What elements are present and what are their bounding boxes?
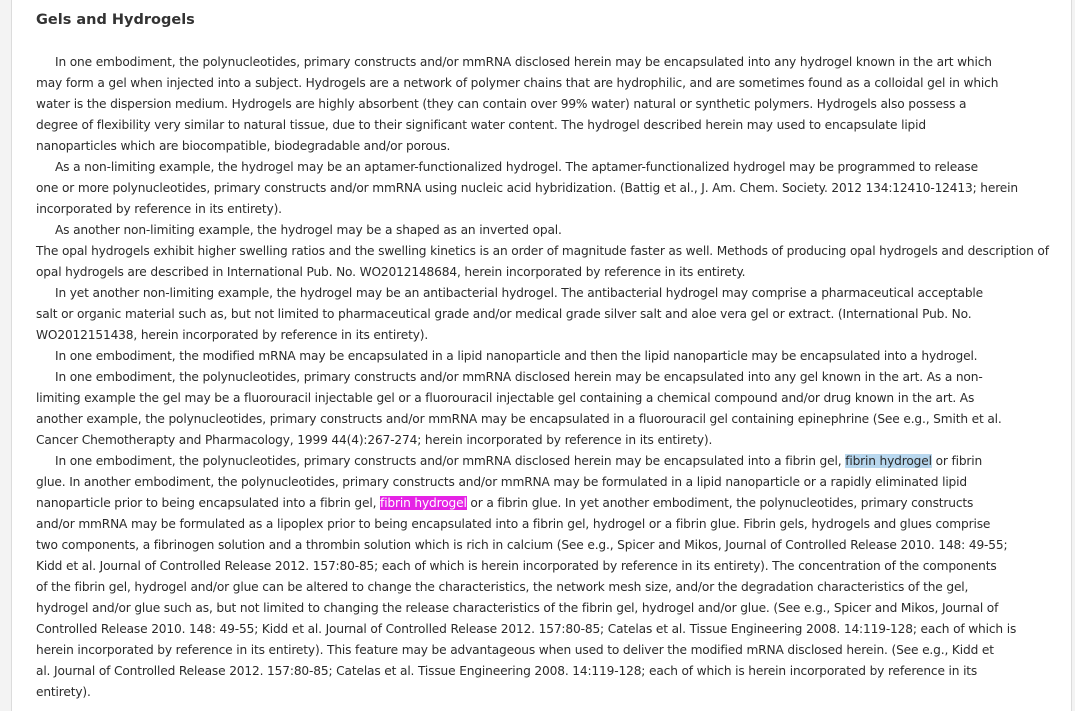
text-line: As another non-limiting example, the hydrogel may be a shaped as an inverted opal. xyxy=(55,223,562,237)
text-line: entirety). xyxy=(36,685,91,699)
text-line: limiting example the gel may be a fluorouracil injectable gel or a fluorouracil injectable gel containing a chemical compound and/or drug known in the art. As xyxy=(36,391,975,405)
text-line: The opal hydrogels exhibit higher swelling ratios and the swelling kinetics is an order of magnitude faster as well. Methods of producing opal hydrogels and description of xyxy=(36,244,1049,258)
text-line xyxy=(36,451,1048,472)
text-line: In yet another non-limiting example, the hydrogel may be an antibacterial hydrogel. The antibacterial hydrogel may comprise a pharmaceutical acceptable xyxy=(55,286,984,300)
text-line: glue. In another embodiment, the polynucleotides, primary constructs and/or mmRNA may be formulated in a lipid nanoparticle or a rapidly eliminated lipid xyxy=(36,475,967,489)
text-line xyxy=(36,493,1048,514)
text-line: nanoparticles which are biocompatible, biodegradable and/or porous. xyxy=(36,139,451,153)
text-line: incorporated by reference in its entirety). xyxy=(36,202,282,216)
text-line: In one embodiment, the polynucleotides, primary constructs and/or mmRNA disclosed herein may be encapsulated into any gel known in the art. As a non- xyxy=(55,370,983,384)
document-panel xyxy=(11,0,1072,711)
text-line: Cancer Chemotherapty and Pharmacology, 1999 44(4):267-274; herein incorporated by reference in its entirety). xyxy=(36,433,713,447)
document-body xyxy=(36,52,1048,703)
text-line: salt or organic material such as, but not limited to pharmaceutical grade and/or medical grade silver salt and aloe vera gel or extract. (International Pub. No. xyxy=(36,307,972,321)
text-line: al. Journal of Controlled Release 2012. 157:80-85; Catelas et al. Tissue Engineering 2008. 14:119-128; each of which is herein incorporated by reference in its xyxy=(36,664,978,678)
text-segment: or fibrin xyxy=(931,454,983,468)
text-line: another example, the polynucleotides, primary constructs and/or mmRNA may be encapsulated in a fluorouracil gel containing epinephrine (See e.g., Smith et al. xyxy=(36,412,1002,426)
text-line: one or more polynucleotides, primary constructs and/or mmRNA using nucleic acid hybridization. (Battig et al., J. Am. Chem. Society. 2012 134:12410-12413; herein xyxy=(36,181,1018,195)
text-line: two components, a fibrinogen solution and a thrombin solution which is rich in calcium (See e.g., Spicer and Mikos, Journal of Controlled Release 2010. 148: 49-55; xyxy=(36,538,1008,552)
text-line: Kidd et al. Journal of Controlled Release 2012. 157:80-85; each of which is herein incorporated by reference in its entirety). The concentration of the components xyxy=(36,559,997,573)
text-line: opal hydrogels are described in International Pub. No. WO2012148684, herein incorporated by reference in its entirety. xyxy=(36,265,746,279)
text-line: In one embodiment, the modified mRNA may be encapsulated in a lipid nanoparticle and then the lipid nanoparticle may be encapsulated into a hydrogel. xyxy=(55,349,978,363)
text-segment: or a fibrin glue. In yet another embodiment, the polynucleotides, primary constructs xyxy=(466,496,974,510)
text-line: herein incorporated by reference in its entirety). This feature may be advantageous when used to deliver the modified mRNA disclosed herein. (See e.g., Kidd et xyxy=(36,643,994,657)
text-line: may form a gel when injected into a subject. Hydrogels are a network of polymer chains that are hydrophilic, and are sometimes found as a colloidal gel in which xyxy=(36,76,999,90)
text-segment: In one embodiment, the polynucleotides, primary constructs and/or mmRNA disclosed herein may be encapsulated into a fibrin gel, xyxy=(55,454,846,468)
search-match-highlight: fibrin hydrogel xyxy=(380,496,467,510)
selected-term-highlight: fibrin hydrogel xyxy=(845,454,932,468)
section-heading: Gels and Hydrogels xyxy=(36,12,195,28)
text-line: In one embodiment, the polynucleotides, primary constructs and/or mmRNA disclosed herein may be encapsulated into any hydrogel known in the art which xyxy=(55,55,992,69)
text-line: of the fibrin gel, hydrogel and/or glue can be altered to change the characteristics, the network mesh size, and/or the degradation characteristics of the gel, xyxy=(36,580,969,594)
text-segment: nanoparticle prior to being encapsulated into a fibrin gel, xyxy=(36,496,381,510)
text-line: As a non-limiting example, the hydrogel may be an aptamer-functionalized hydrogel. The aptamer-functionalized hydrogel may be programmed to release xyxy=(55,160,978,174)
text-line: WO2012151438, herein incorporated by reference in its entirety). xyxy=(36,328,429,342)
text-line: water is the dispersion medium. Hydrogels are highly absorbent (they can contain over 99% water) natural or synthetic polymers. Hydrogels also possess a xyxy=(36,97,967,111)
text-line: degree of flexibility very similar to natural tissue, due to their significant water content. The hydrogel described herein may used to encapsulate lipid xyxy=(36,118,926,132)
text-line: hydrogel and/or glue such as, but not limited to changing the release characteristics of the fibrin gel, hydrogel and/or glue. (See e.g., Spicer and Mikos, Journal of xyxy=(36,601,999,615)
text-line: and/or mmRNA may be formulated as a lipoplex prior to being encapsulated into a fibrin gel, hydrogel or a fibrin glue. Fibrin gels, hydrogels and glues comprise xyxy=(36,517,991,531)
text-line: Controlled Release 2010. 148: 49-55; Kidd et al. Journal of Controlled Release 2012. 157:80-85; Catelas et al. Tissue Engineering 2008. 14:119-128; each of which is xyxy=(36,622,1017,636)
